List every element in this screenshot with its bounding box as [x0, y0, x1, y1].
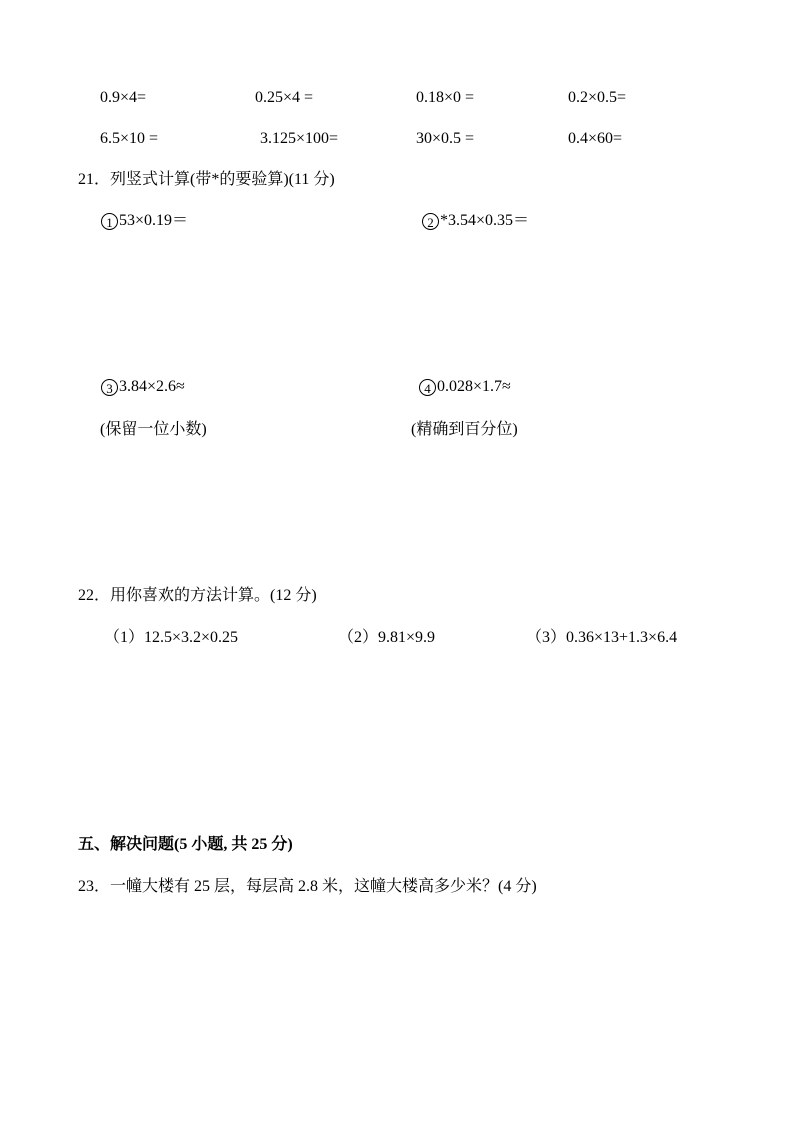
- oral-calc-2-4: 0.4×60=: [568, 130, 623, 147]
- q22-heading: 22．用你喜欢的方法计算。(12 分): [78, 587, 317, 604]
- q21-heading: 21．列竖式计算(带*的要验算)(11 分): [78, 171, 335, 188]
- q23-text: 23．一幢大楼有 25 层，每层高 2.8 米，这幢大楼高多少米？(4 分): [78, 878, 537, 895]
- q21-item-4-note: (精确到百分位): [411, 421, 518, 438]
- q21-item-4-expr: 0.028×1.7≈: [437, 378, 511, 395]
- oral-calc-2-2: 3.125×100=: [260, 130, 339, 147]
- section5-heading: 五、解决问题(5 小题, 共 25 分): [78, 836, 293, 853]
- q22-item-1: （1）12.5×3.2×0.25: [104, 629, 239, 646]
- q21-item-2: [422, 213, 529, 230]
- q21-item-3-note: (保留一位小数): [100, 421, 207, 438]
- circled-number-1: 1: [101, 213, 118, 230]
- q21-item-2-expr: *3.54×0.35＝: [440, 212, 530, 229]
- oral-calc-1-4: 0.2×0.5=: [568, 89, 627, 106]
- q21-item-1: [101, 213, 188, 230]
- oral-calc-2-1: 6.5×10 =: [100, 130, 159, 147]
- circled-number-2: 2: [422, 213, 439, 230]
- q21-item-3: [101, 379, 185, 396]
- q21-item-1-expr: 53×0.19＝: [119, 212, 189, 229]
- circled-number-3: 3: [101, 379, 118, 396]
- q22-item-3: （3）0.36×13+1.3×6.4: [526, 629, 678, 646]
- circled-number-4: 4: [419, 379, 436, 396]
- q21-item-3-expr: 3.84×2.6≈: [119, 378, 185, 395]
- oral-calc-2-3: 30×0.5 =: [416, 130, 475, 147]
- oral-calc-1-2: 0.25×4 =: [255, 89, 314, 106]
- q21-item-4: [419, 379, 511, 396]
- q22-item-2: （2）9.81×9.9: [338, 629, 436, 646]
- oral-calc-1-1: 0.9×4=: [100, 89, 147, 106]
- oral-calc-1-3: 0.18×0 =: [416, 89, 475, 106]
